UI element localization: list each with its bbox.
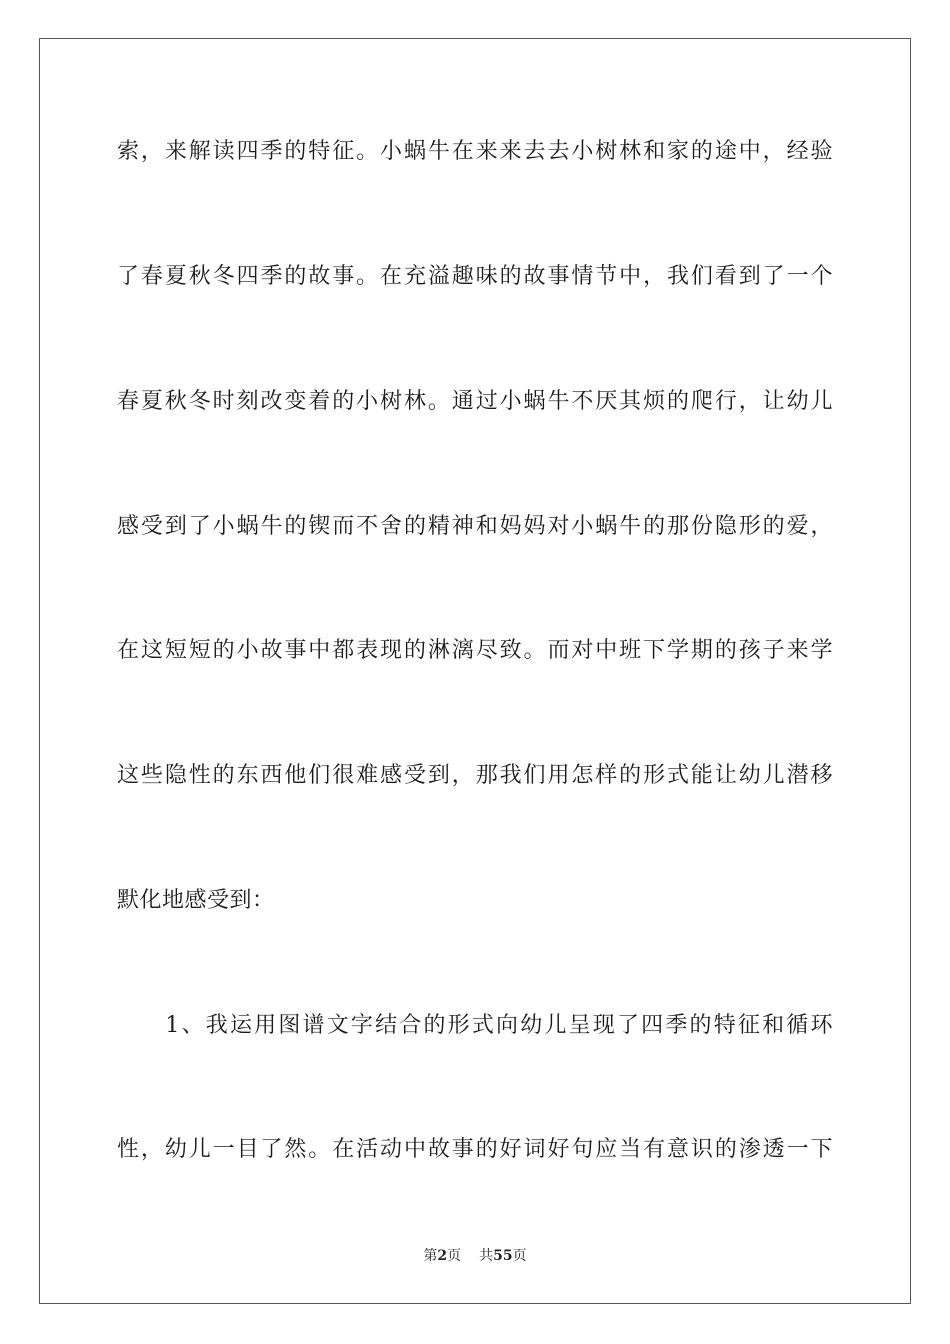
body-line-9: 性，幼儿一目了然。在活动中故事的好词好句应当有意识的渗透一下 <box>117 1137 833 1162</box>
footer-total-suffix: 页 <box>512 1248 527 1264</box>
footer-total-prefix: 共 <box>479 1248 494 1264</box>
body-line-8: 1、我运用图谱文字结合的形式向幼儿呈现了四季的特征和循环 <box>117 1013 833 1038</box>
footer-total-pages: 55 <box>493 1248 513 1264</box>
body-line-2: 了春夏秋冬四季的故事。在充溢趣味的故事情节中，我们看到了一个 <box>117 264 833 289</box>
body-line-7: 默化地感受到： <box>117 888 275 913</box>
body-line-5: 在这短短的小故事中都表现的淋漓尽致。而对中班下学期的孩子来学 <box>117 638 833 663</box>
body-line-3: 春夏秋冬时刻改变着的小树林。通过小蜗牛不厌其烦的爬行，让幼儿 <box>117 389 833 414</box>
footer-page-prefix: 第 <box>423 1248 438 1264</box>
body-line-6: 这些隐性的东西他们很难感受到，那我们用怎样的形式能让幼儿潜移 <box>117 763 833 788</box>
page-border <box>39 38 911 1304</box>
body-line-1: 索，来解读四季的特征。小蜗牛在来来去去小树林和家的途中，经验 <box>117 139 833 164</box>
body-line-4: 感受到了小蜗牛的锲而不舍的精神和妈妈对小蜗牛的那份隐形的爱， <box>117 514 833 539</box>
footer-page-number: 2 <box>437 1248 448 1264</box>
footer-page-suffix: 页 <box>447 1248 462 1264</box>
page-footer <box>0 1246 950 1266</box>
